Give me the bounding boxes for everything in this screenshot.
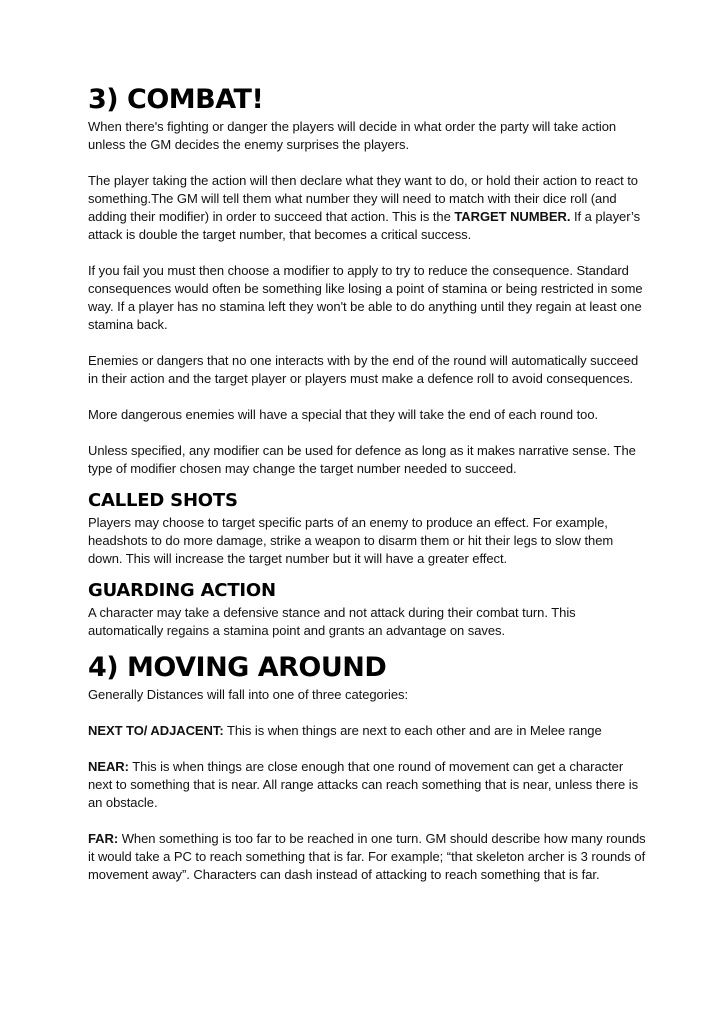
combat-paragraph-6: Unless specified, any modifier can be used for defence as long as it makes narrative sense. The type of modifier chosen may change the target number needed to succeed.: [88, 443, 636, 476]
combat-paragraph-2-text-b: If a player’s attack is double the target number, that becomes a critical success.: [88, 209, 641, 242]
combat-paragraph-3: If you fail you must then choose a modifier to apply to try to reduce the consequence. Standard consequences would often be something like losing a point of stamina or being restricted in some way. If a player has no stamina left they won't be able to do anything until they regain at least one stamina back.: [88, 263, 643, 332]
adjacent-definition: [88, 722, 648, 740]
adjacent-label: NEXT TO/ ADJACENT:: [88, 723, 224, 738]
far-definition: [88, 830, 648, 884]
combat-heading: 3) COMBAT!: [88, 84, 264, 115]
combat-paragraph-5: More dangerous enemies will have a special that they will take the end of each round too.: [88, 407, 599, 422]
combat-paragraph-2-text-a: The player taking the action will then declare what they want to do, or hold their action to react to something.The GM will tell them what number they will need to match with their dice roll (and adding their modifier) in order to succeed that action. This is the: [88, 173, 638, 224]
far-text: When something is too far to be reached in one turn. GM should describe how many rounds it would take a PC to reach something that is far. For example; “that skeleton archer is 3 rounds of movement away”. Characters can dash instead of attacking to reach something that is far.: [88, 831, 646, 882]
near-label: NEAR:: [88, 759, 129, 774]
document-page: [88, 82, 648, 884]
near-text: This is when things are close enough that one round of movement can get a character next to something that is near. All range attacks can reach something that is near, unless there is an obstacle.: [88, 759, 639, 810]
guarding-action-paragraph: A character may take a defensive stance and not attack during their combat turn. This automatically regains a stamina point and grants an advantage on saves.: [88, 605, 576, 638]
guarding-action-heading: GUARDING ACTION: [88, 580, 276, 601]
called-shots-heading: CALLED SHOTS: [88, 490, 238, 511]
target-number-term: TARGET NUMBER.: [454, 209, 571, 224]
moving-intro: Generally Distances will fall into one of three categories:: [88, 687, 409, 702]
combat-paragraph-2: [88, 172, 648, 244]
called-shots-paragraph: Players may choose to target specific parts of an enemy to produce an effect. For example, headshots to do more damage, strike a weapon to disarm them or hit their legs to slow them down. This will increase the target number but it will have a greater effect.: [88, 515, 614, 566]
combat-paragraph-4: Enemies or dangers that no one interacts with by the end of the round will automatically succeed in their action and the target player or players must make a defence roll to avoid consequences.: [88, 353, 639, 386]
combat-paragraph-1: When there's fighting or danger the players will decide in what order the party will take action unless the GM decides the enemy surprises the players.: [88, 119, 617, 152]
adjacent-text: This is when things are next to each other and are in Melee range: [223, 723, 602, 738]
moving-around-heading: 4) MOVING AROUND: [88, 652, 387, 683]
far-label: FAR:: [88, 831, 119, 846]
near-definition: [88, 758, 648, 812]
